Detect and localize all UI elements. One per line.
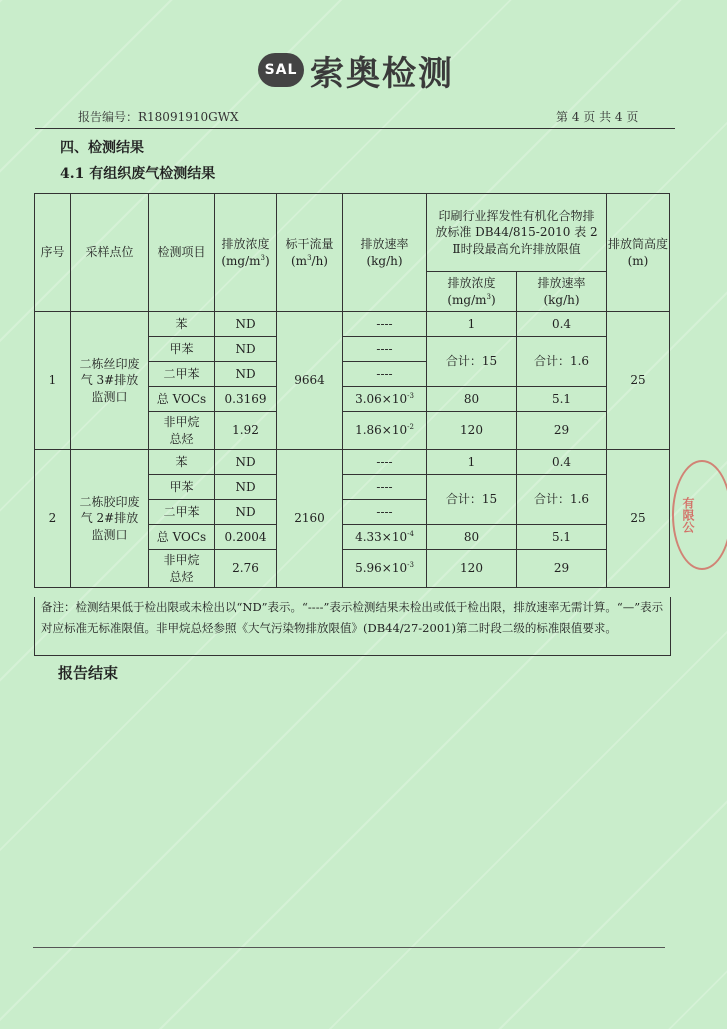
conc-cell: ND (215, 450, 277, 475)
page-info: 第 4 页 共 4 页 (556, 110, 639, 124)
conc-cell: ND (215, 362, 277, 387)
conc-cell: 0.2004 (215, 525, 277, 550)
item-cell: 苯 (149, 312, 215, 337)
conc-cell: 2.76 (215, 550, 277, 588)
seq-cell: 1 (35, 312, 71, 450)
item-cell: 甲苯 (149, 337, 215, 362)
std-sum-rate-cell: 合计：1.6 (517, 337, 607, 387)
std-rate-cell: 0.4 (517, 450, 607, 475)
std-sum-conc-cell: 合计：15 (427, 475, 517, 525)
conc-cell: 0.3169 (215, 387, 277, 412)
std-conc-cell: 120 (427, 550, 517, 588)
header-divider (35, 128, 675, 129)
conc-cell: 1.92 (215, 412, 277, 450)
stack-cell: 25 (607, 312, 670, 450)
col-conc: 排放浓度 $(mg/m^3)$ (215, 194, 277, 312)
flow-cell: 2160 (277, 450, 343, 588)
col-stack: 排放筒高度 (m) (607, 194, 670, 312)
col-flow: 标干流量 $(m^3/h)$ (277, 194, 343, 312)
flow-cell: 9664 (277, 312, 343, 450)
section-title: 四、检测结果 (60, 140, 144, 156)
col-item: 检测项目 (149, 194, 215, 312)
seq-cell: 2 (35, 450, 71, 588)
table-note: 备注：检测结果低于检出限或未检出以“ND”表示。“----”表示检测结果未检出或低于检出限，排放速率无需计算。“—”表示对应标准无标准限值。非甲烷总烃参照《大气污染物排放限值》(DB44/27-2001)第二时段二级的标准限值要求。 (34, 597, 671, 656)
col-standard: 印刷行业挥发性有机化合物排放标准 DB44/815-2010 表 2 Ⅱ时段最高允许排放限值 (427, 194, 607, 272)
stack-cell: 25 (607, 450, 670, 588)
std-conc-cell: 1 (427, 312, 517, 337)
std-sum-rate-cell: 合计：1.6 (517, 475, 607, 525)
report-number: 报告编号：R18091910GWX (78, 110, 239, 124)
rate-cell: ---- (343, 450, 427, 475)
report-end: 报告结束 (58, 664, 119, 682)
rate-cell: $1.86\times 10^{-2}$ (343, 412, 427, 450)
item-cell: 非甲烷总烃 (149, 550, 215, 588)
section-subtitle: 4.1 有组织废气检测结果 (60, 166, 216, 182)
rate-cell: ---- (343, 475, 427, 500)
item-cell: 总 VOCs (149, 525, 215, 550)
rate-cell: $4.33\times 10^{-4}$ (343, 525, 427, 550)
rate-cell: $5.96\times 10^{-3}$ (343, 550, 427, 588)
rate-cell: ---- (343, 337, 427, 362)
std-rate-cell: 5.1 (517, 387, 607, 412)
std-rate-cell: 0.4 (517, 312, 607, 337)
header-row (35, 194, 670, 272)
point-cell: 二栋胶印废气 2#排放监测口 (71, 450, 149, 588)
table-row (35, 312, 670, 337)
point-cell: 二栋丝印废气 3#排放监测口 (71, 312, 149, 450)
company-logo (258, 50, 454, 94)
company-seal: 有限公 (672, 460, 727, 570)
std-conc-cell: 80 (427, 525, 517, 550)
conc-cell: ND (215, 475, 277, 500)
rate-cell: $3.06\times 10^{-3}$ (343, 387, 427, 412)
col-std-rate: 排放速率 (kg/h) (517, 272, 607, 312)
item-cell: 甲苯 (149, 475, 215, 500)
col-rate: 排放速率 (kg/h) (343, 194, 427, 312)
item-cell: 苯 (149, 450, 215, 475)
rate-cell: ---- (343, 362, 427, 387)
results-table (34, 193, 670, 588)
std-rate-cell: 5.1 (517, 525, 607, 550)
item-cell: 总 VOCs (149, 387, 215, 412)
item-cell: 非甲烷总烃 (149, 412, 215, 450)
footer-divider (33, 947, 665, 948)
std-conc-cell: 120 (427, 412, 517, 450)
conc-cell: ND (215, 312, 277, 337)
logo-text: 索奥检测 (310, 53, 454, 94)
conc-cell: ND (215, 500, 277, 525)
col-std-conc: 排放浓度 $(mg/m^3)$ (427, 272, 517, 312)
item-cell: 二甲苯 (149, 362, 215, 387)
col-seq: 序号 (35, 194, 71, 312)
std-sum-conc-cell: 合计：15 (427, 337, 517, 387)
std-conc-cell: 80 (427, 387, 517, 412)
logo-badge: SAL (258, 53, 304, 87)
item-cell: 二甲苯 (149, 500, 215, 525)
table-row (35, 450, 670, 475)
rate-cell: ---- (343, 500, 427, 525)
col-point: 采样点位 (71, 194, 149, 312)
rate-cell: ---- (343, 312, 427, 337)
conc-cell: ND (215, 337, 277, 362)
std-rate-cell: 29 (517, 550, 607, 588)
std-rate-cell: 29 (517, 412, 607, 450)
std-conc-cell: 1 (427, 450, 517, 475)
